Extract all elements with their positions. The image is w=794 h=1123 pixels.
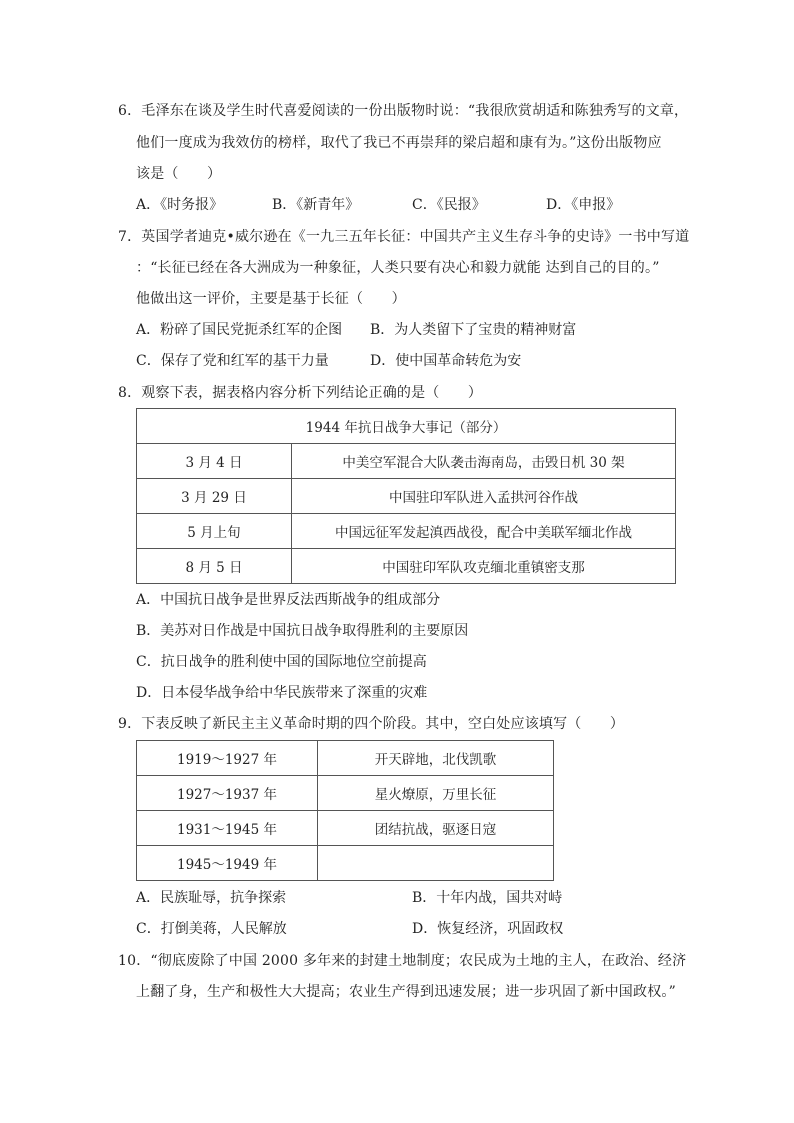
q9-blank-cell — [318, 846, 554, 881]
q8-date-cell: 8 月 5 日 — [137, 549, 292, 584]
q9-period-cell: 1945～1949 年 — [137, 846, 318, 881]
q9-period-cell: 1919～1927 年 — [137, 741, 318, 776]
q8-date-cell: 3 月 29 日 — [137, 479, 292, 514]
q8-event-cell: 中国驻印军队攻克缅北重镇密支那 — [292, 549, 676, 584]
q9-desc-cell: 开天辟地，北伐凯歌 — [318, 741, 554, 776]
q7-stem-line3: 他做出这一评价，主要是基于长征（ ） — [136, 291, 406, 307]
q9-table — [136, 740, 554, 881]
q8-table — [136, 408, 676, 584]
q7-option-d: D．使中国革命转危为安 — [370, 353, 522, 369]
q7-option-b: B．为人类留下了宝贵的精神财富 — [370, 322, 577, 338]
q6-stem-line3: 该是（ ） — [136, 166, 222, 182]
q8-date-cell: 5 月上旬 — [137, 514, 292, 549]
q6-stem-line1: 6．毛泽东在谈及学生时代喜爱阅读的一份出版物时说：“我很欣赏胡适和陈独秀写的文章， — [118, 103, 689, 119]
table-row — [137, 444, 676, 479]
table-row — [137, 741, 554, 776]
q7-option-a: A．粉碎了国民党扼杀红军的企图 — [136, 322, 343, 338]
q6-option-a: A．《时务报》 — [136, 197, 224, 213]
q8-event-cell: 中国驻印军队进入孟拱河谷作战 — [292, 479, 676, 514]
q8-event-cell: 中国远征军发起滇西战役，配合中美联军缅北作战 — [292, 514, 676, 549]
q8-option-b: B．美苏对日作战是中国抗日战争取得胜利的主要原因 — [136, 623, 469, 639]
q8-event-cell: 中美空军混合大队袭击海南岛，击毁日机 30 架 — [292, 444, 676, 479]
table-row — [137, 514, 676, 549]
q9-desc-cell: 团结抗战，驱逐日寇 — [318, 811, 554, 846]
q9-option-d: D．恢复经济，巩固政权 — [412, 921, 564, 937]
table-row — [137, 776, 554, 811]
table-row — [137, 811, 554, 846]
q8-stem: 8．观察下表，据表格内容分析下列结论正确的是（ ） — [118, 385, 483, 401]
q8-table-caption: 1944 年抗日战争大事记（部分） — [137, 409, 676, 444]
q9-stem: 9．下表反映了新民主主义革命时期的四个阶段。其中，空白处应该填写（ ） — [118, 716, 625, 732]
q10-stem-line1: 10．“彻底废除了中国 2000 多年来的封建土地制度；农民成为土地的主人，在政治、经济 — [118, 953, 687, 969]
q8-option-d: D．日本侵华战争给中华民族带来了深重的灾难 — [136, 685, 428, 701]
q7-stem-line1: 7．英国学者迪克•威尔逊在《一九三五年长征：中国共产主义生存斗争的史诗》一书中写道 — [118, 229, 690, 245]
q9-option-b: B．十年内战，国共对峙 — [412, 890, 563, 906]
q7-stem-line2: ：“长征已经在各大洲成为一种象征，人类只要有决心和毅力就能 达到自己的目的。” — [136, 260, 660, 276]
q9-option-a: A．民族耻辱，抗争探索 — [136, 890, 287, 906]
q10-stem-line2: 上翻了身，生产和极性大大提高；农业生产得到迅速发展；进一步巩固了新中国政权。” — [136, 984, 676, 1000]
q6-option-d: D．《申报》 — [546, 197, 621, 213]
table-row — [137, 846, 554, 881]
q7-option-c: C．保存了党和红军的基干力量 — [136, 353, 329, 369]
q9-period-cell: 1931～1945 年 — [137, 811, 318, 846]
q9-desc-cell: 星火燎原，万里长征 — [318, 776, 554, 811]
table-row — [137, 549, 676, 584]
q8-date-cell: 3 月 4 日 — [137, 444, 292, 479]
table-row — [137, 479, 676, 514]
q6-stem-line2: 他们一度成为我效仿的榜样，取代了我已不再崇拜的梁启超和康有为。”这份出版物应 — [136, 135, 662, 151]
q6-option-c: C．《民报》 — [412, 197, 486, 213]
q9-option-c: C．打倒美蒋，人民解放 — [136, 921, 287, 937]
q6-option-b: B．《新青年》 — [272, 197, 360, 213]
q8-option-c: C．抗日战争的胜利使中国的国际地位空前提高 — [136, 654, 427, 670]
q9-period-cell: 1927～1937 年 — [137, 776, 318, 811]
q8-option-a: A．中国抗日战争是世界反法西斯战争的组成部分 — [136, 592, 441, 608]
